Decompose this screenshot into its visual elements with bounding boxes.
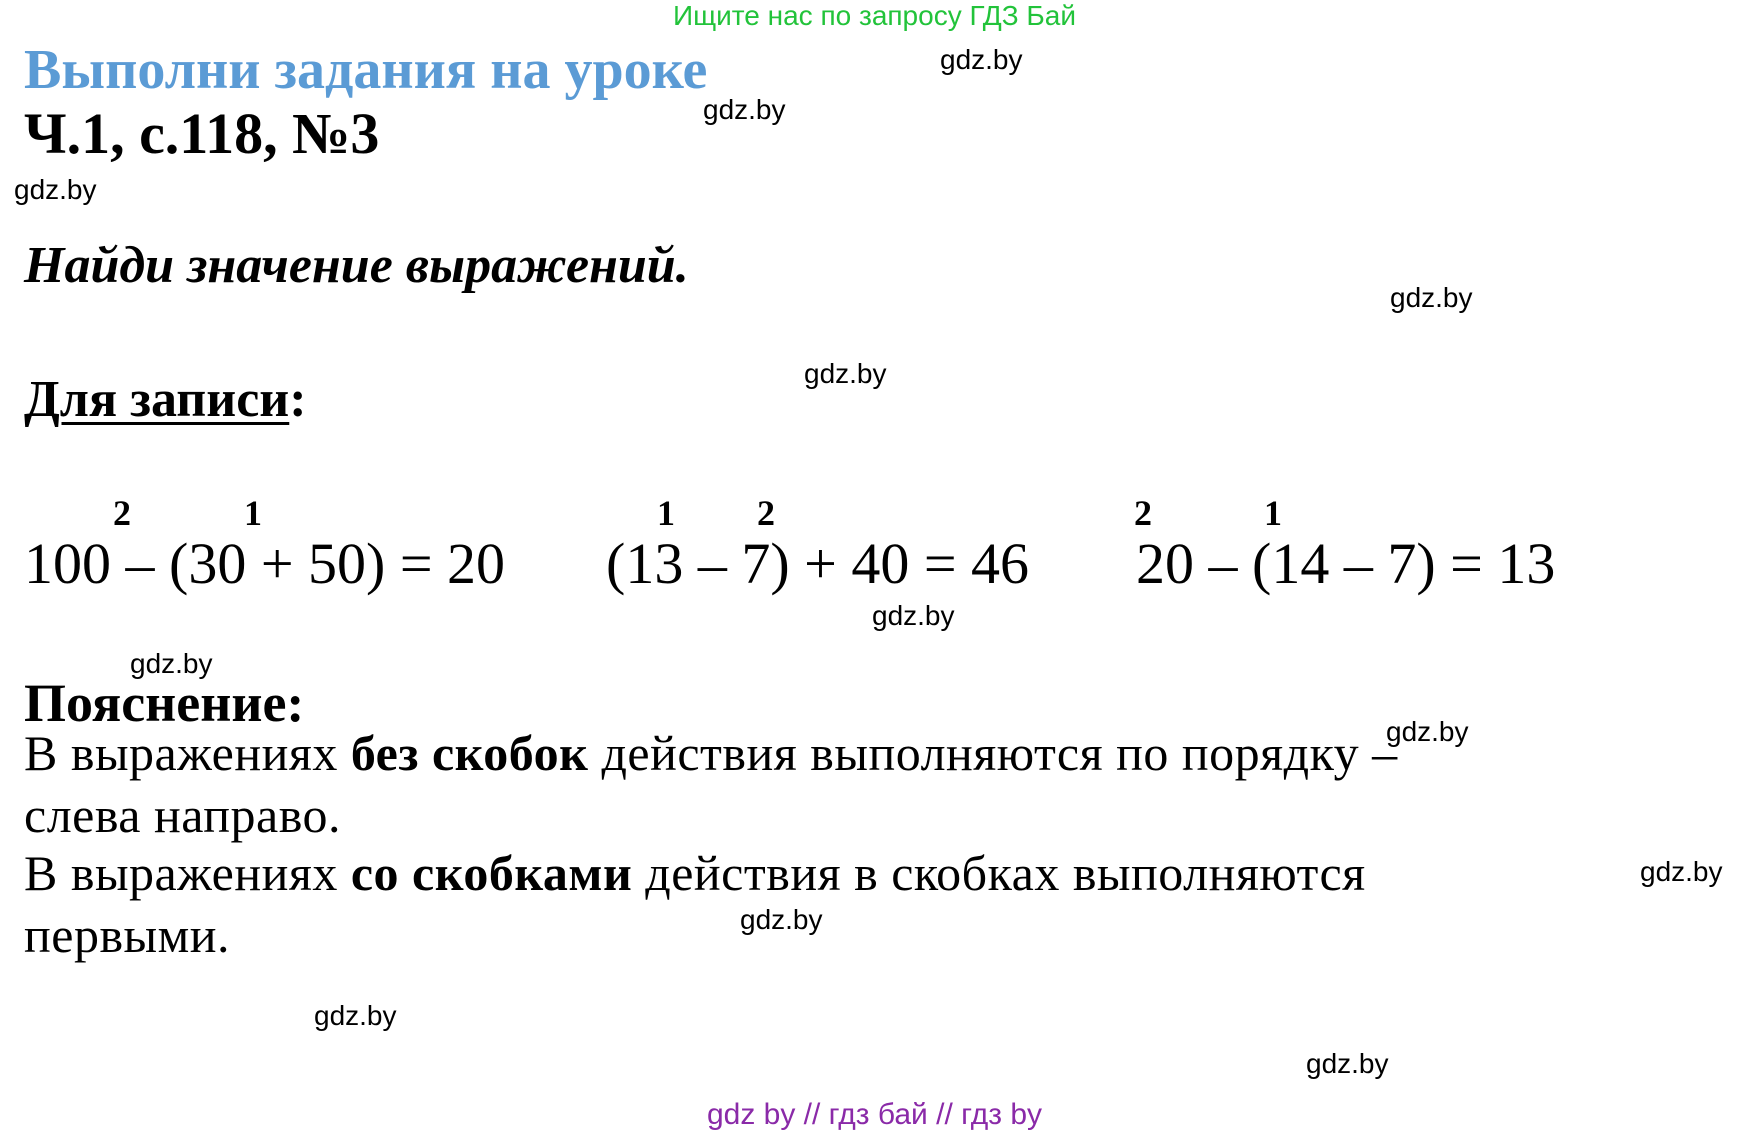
paragraph-2-line-2: первыми. xyxy=(24,907,231,963)
watermark: gdz.by xyxy=(1390,282,1473,313)
watermark: gdz.by xyxy=(130,648,213,679)
watermark: gdz.by xyxy=(1386,716,1469,747)
paragraph-1-text-end: действия выполняются по порядку – xyxy=(588,725,1398,781)
record-label-colon: : xyxy=(289,371,307,428)
paragraph-1-line-1 xyxy=(24,722,1398,784)
top-banner: Ищите нас по запросу ГДЗ Бай xyxy=(672,0,1077,31)
expression-1-order-second: 1 xyxy=(244,493,262,533)
watermark: gdz.by xyxy=(14,174,97,205)
expression-1: 100 – (30 + 50) = 20 xyxy=(24,531,506,596)
watermark: gdz.by xyxy=(940,44,1023,75)
paragraph-1-emphasis: без скобок xyxy=(350,725,589,781)
record-label xyxy=(24,370,307,429)
expression-3-order-first: 2 xyxy=(1134,493,1152,533)
expression-3-order-second: 1 xyxy=(1264,493,1282,533)
expression-2-order-first: 1 xyxy=(657,493,675,533)
explanation-label: Пояснение: xyxy=(24,673,305,733)
paragraph-2-line-1 xyxy=(24,842,1366,904)
watermark: gdz.by xyxy=(703,94,786,125)
watermark: gdz.by xyxy=(1306,1048,1389,1079)
explanation-paragraph-2 xyxy=(24,842,1366,966)
record-label-text: Для записи xyxy=(24,371,290,428)
expression-2: (13 – 7) + 40 = 46 xyxy=(606,531,1030,596)
paragraph-2-text-start: В выражениях xyxy=(24,845,351,901)
watermark: gdz.by xyxy=(872,600,955,631)
task-instruction: Найди значение выражений. xyxy=(24,237,689,294)
watermark: gdz.by xyxy=(804,358,887,389)
task-reference: Ч.1, с.118, №3 xyxy=(24,101,380,166)
paragraph-2-text-end: действия в скобках выполняются xyxy=(632,845,1366,901)
expression-2-order-second: 2 xyxy=(757,493,775,533)
expression-1-order-first: 2 xyxy=(113,493,131,533)
paragraph-1-text-start: В выражениях xyxy=(24,725,351,781)
paragraph-2-emphasis: со скобками xyxy=(350,845,633,901)
watermark: gdz.by xyxy=(314,1000,397,1031)
footer-watermark: gdz by // гдз бай // гдз by xyxy=(706,1098,1043,1131)
section-heading: Выполни задания на уроке xyxy=(24,39,708,101)
expression-3: 20 – (14 – 7) = 13 xyxy=(1136,531,1556,596)
watermark: gdz.by xyxy=(1640,856,1723,887)
paragraph-1-line-2: слева направо. xyxy=(24,787,341,843)
explanation-paragraph-1 xyxy=(24,722,1398,846)
watermark: gdz.by xyxy=(740,904,823,935)
